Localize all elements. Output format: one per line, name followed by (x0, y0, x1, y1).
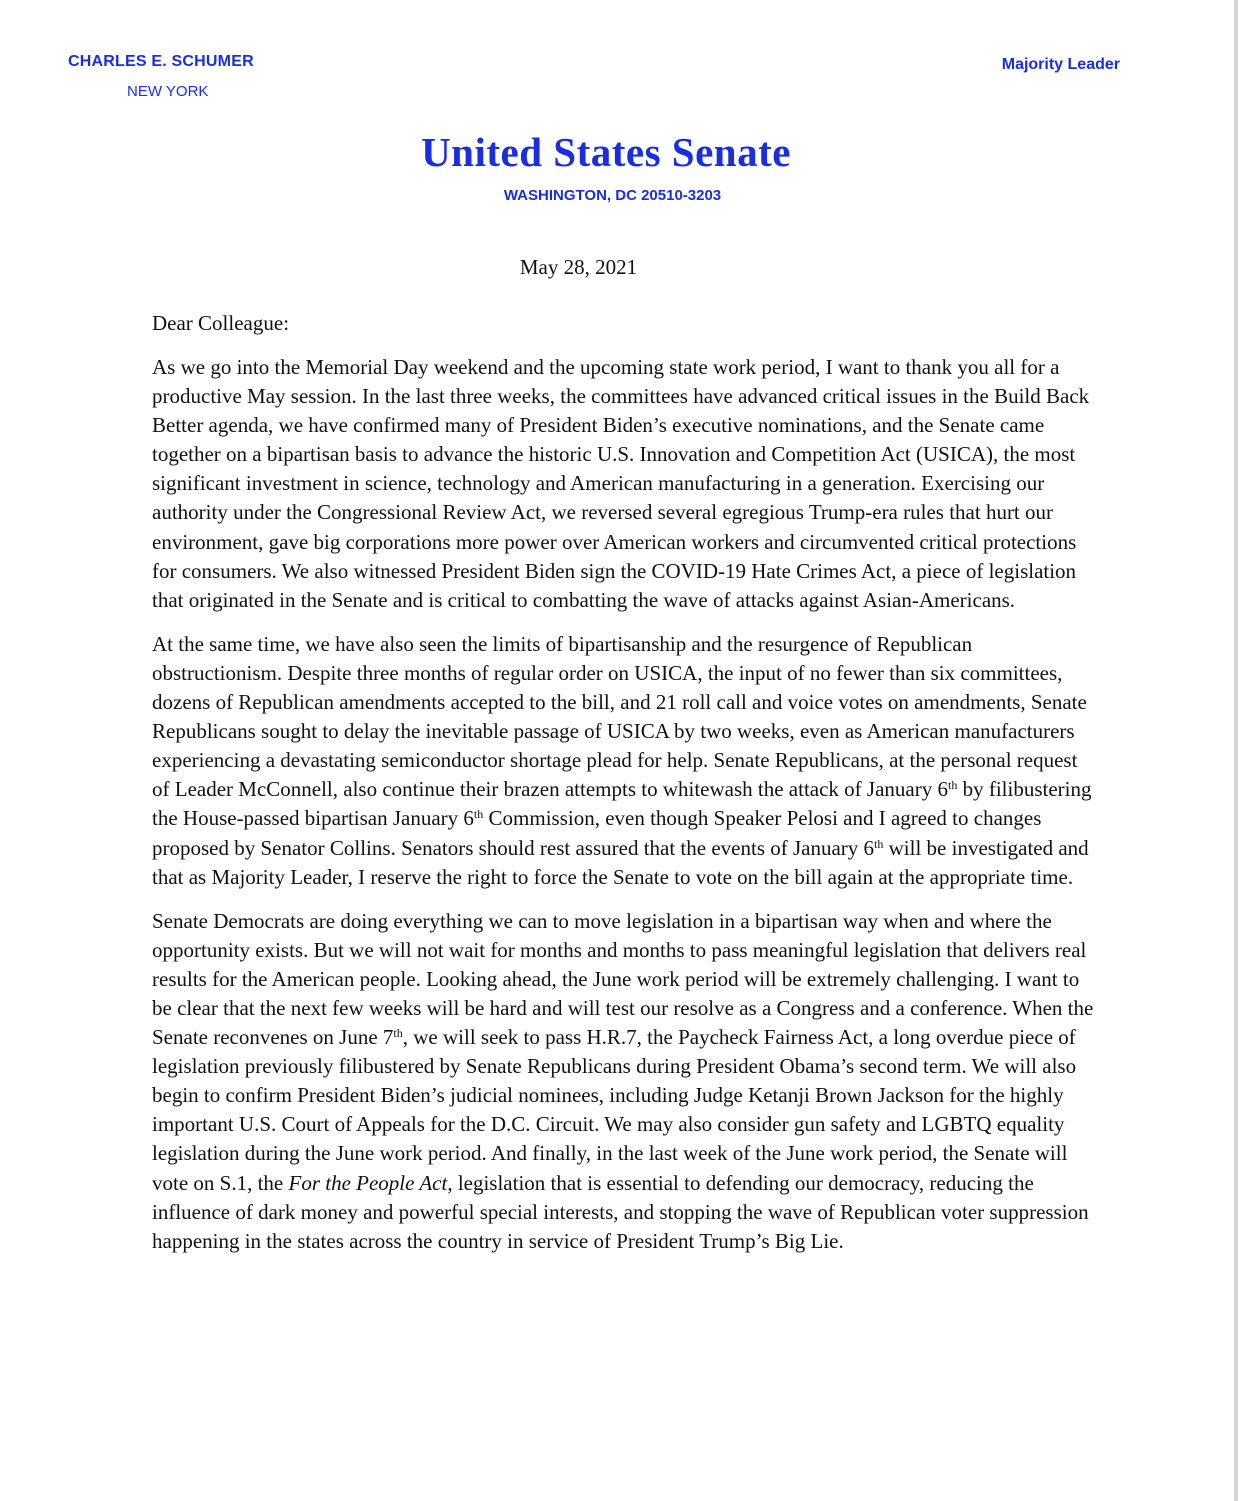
paragraph-text: At the same time, we have also seen the limits of bipartisanship and the resurgence of Republican obstructionism. Despite three months of regular order on USICA, the input of no fewer than six committees, dozens of Republican amendments accepted to the bill, and 21 roll call and voice votes on amendments, Senate Republicans sought to delay the inevitable passage of USICA by two weeks, even as American manufacturers experiencing a devastating semiconductor shortage plead for help. Senate Republicans, at the personal request of Leader McConnell, also continue their brazen attempts to whitewash the attack of January 6 (152, 631, 1087, 802)
letterhead-address: WASHINGTON, DC 20510-3203 (503, 187, 722, 204)
ordinal-suffix: th (473, 807, 484, 822)
paragraph-text: Commission, even though Speaker Pelosi and I agreed to changes proposed by Senator Collins. Senators should rest assured that the events of January 6 (152, 806, 1042, 860)
act-title: For the People Act (288, 1170, 448, 1195)
paragraph-1: As we go into the Memorial Day weekend and the upcoming state work period, I want to thank you all for a productive May session. In the last three weeks, the committees have advanced critical issues in the Build Back Better agenda, we have confirmed many of President Biden’s executive nominations, and the Senate came together on a bipartisan basis to advance the historic U.S. Innovation and Competition Act (USICA), the most significant investment in science, technology and American manufacturing in a generation. Exercising our authority under the Congressional Review Act, we reversed several egregious Trump-era rules that hurt our environment, gave big corporations more power over American workers and circumvented critical protections for consumers. We also witnessed President Biden sign the COVID-19 Hate Crimes Act, a piece of legislation that originated in the Senate and is critical to combatting the wave of attacks against Asian-Americans. (152, 355, 1090, 612)
paragraph-2 (152, 630, 1097, 892)
sender-title: Majority Leader (1001, 56, 1120, 73)
paragraph-text: Senate Democrats are doing everything we can to move legislation in a bipartisan way when and where the opportunity exists. But we will not wait for months and months to pass meaningful legislation that delivers real results for the American people. Looking ahead, the June work period will be extremely challenging. I want to be clear that the next few weeks will be hard and will test our resolve as a Congress and a conference. When the Senate reconvenes on June 7 (152, 908, 1094, 1050)
letterhead-title: United States Senate (421, 129, 791, 175)
ordinal-suffix: th (947, 778, 958, 793)
paragraph-text: by filibustering the House-passed bipartisan January 6 (152, 777, 1092, 831)
paragraph-text: , we will seek to pass H.R.7, the Paycheck Fairness Act, a long overdue piece of legislation previously filibustered by Senate Republicans during President Obama’s second term. We will also begin to confirm President Biden’s judicial nominees, including Judge Ketanji Brown Jackson for the highly important U.S. Court of Appeals for the D.C. Circuit. We may also consider gun safety and LGBTQ equality legislation during the June work period. And finally, in the last week of the June work period, the Senate will vote on S.1, the (152, 1025, 1077, 1195)
paragraph-3 (152, 907, 1097, 1256)
letter-body (152, 353, 1097, 1271)
sender-state: NEW YORK (127, 83, 209, 100)
ordinal-suffix: th (393, 1026, 403, 1041)
paragraph-text: will be investigated and that as Majority Leader, I reserve the right to force the Senate to vote on the bill again at the appropriate time. (152, 835, 1089, 889)
ordinal-suffix: th (874, 836, 884, 851)
salutation: Dear Colleague: (152, 311, 290, 335)
paragraph-text: , legislation that is essential to defending our democracy, reducing the influence of dark money and powerful special interests, and stopping the wave of Republican voter suppression happening in the states across the country in service of President Trump’s Big Lie. (152, 1170, 1089, 1253)
sender-name: CHARLES E. SCHUMER (68, 53, 254, 70)
letter-date: May 28, 2021 (519, 255, 638, 279)
